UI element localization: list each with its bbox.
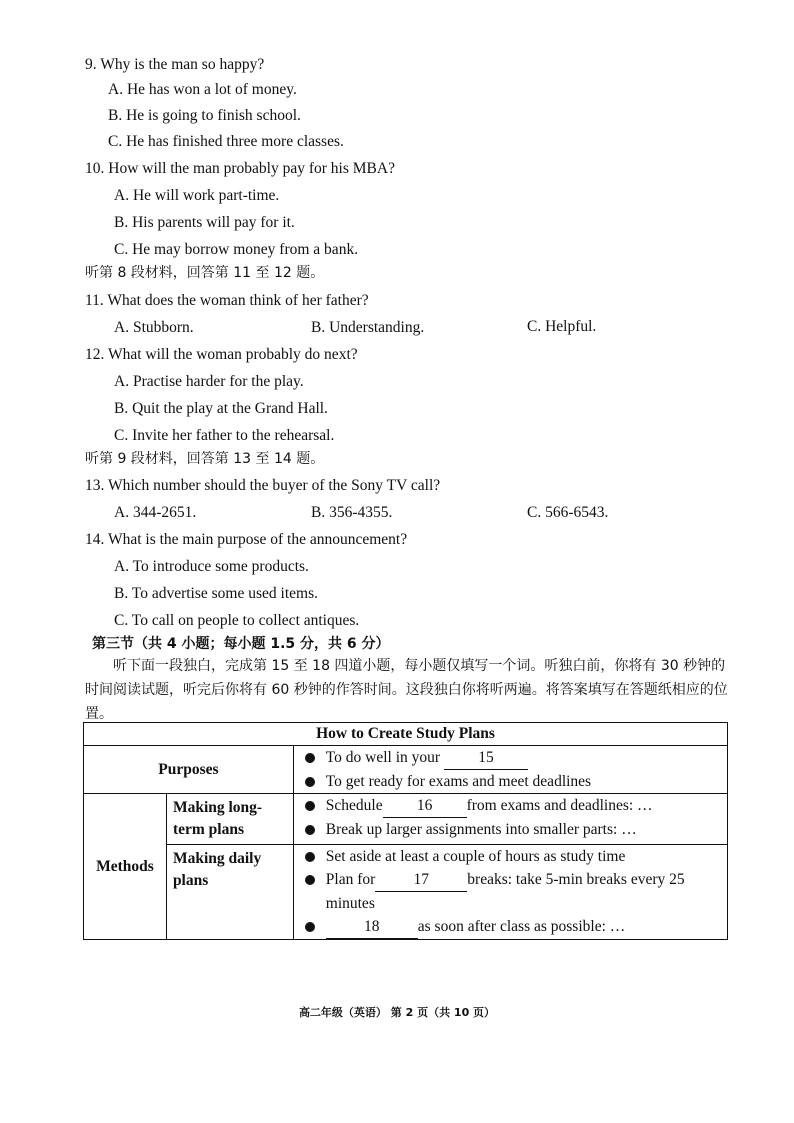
instruction-material-9: 听第 9 段材料，回答第 13 至 14 题。 bbox=[85, 451, 325, 467]
blank-18: 18 bbox=[326, 915, 418, 939]
purpose-item-2: To get ready for exams and meet deadlines bbox=[294, 770, 727, 793]
question-9-stem: 9. Why is the man so happy? bbox=[85, 56, 265, 73]
instruction-material-8: 听第 8 段材料，回答第 11 至 12 题。 bbox=[85, 265, 325, 281]
section-3-instructions: 听下面一段独白，完成第 15 至 18 四道小题，每小题仅填写一个词。听独白前，你将有 30 秒钟的时间阅读试题，听完后你将有 60 秒钟的作答时间。这段独白你将听两遍。将答案填写在答题纸相应的位置。 bbox=[85, 658, 728, 722]
question-14-stem: 14. What is the main purpose of the announcement? bbox=[85, 531, 408, 548]
long-term-1-text: Schedule bbox=[325, 797, 383, 814]
q13-option-a: A. 344-2651. bbox=[114, 504, 197, 521]
q11-option-b: B. Understanding. bbox=[311, 319, 425, 336]
blank-16: 16 bbox=[383, 794, 467, 818]
purpose-item-1 bbox=[294, 746, 727, 770]
q10-option-b: B. His parents will pay for it. bbox=[114, 214, 295, 231]
long-term-1-rest: from exams and deadlines: … bbox=[466, 797, 653, 814]
daily-2-text: Plan for bbox=[325, 871, 376, 888]
q9-option-a: A. He has won a lot of money. bbox=[108, 81, 297, 98]
q13-option-c: C. 566-6543. bbox=[527, 504, 609, 521]
q11-option-c: C. Helpful. bbox=[527, 318, 597, 335]
blank-17: 17 bbox=[375, 868, 467, 892]
q9-option-b: B. He is going to finish school. bbox=[108, 107, 301, 124]
q10-option-a: A. He will work part-time. bbox=[114, 187, 280, 204]
long-term-plans-label: Making long-term plans bbox=[166, 794, 293, 845]
daily-plans-label: Making daily plans bbox=[166, 845, 293, 940]
purposes-label: Purposes bbox=[84, 746, 294, 794]
q10-option-c: C. He may borrow money from a bank. bbox=[114, 241, 359, 258]
methods-label: Methods bbox=[84, 794, 167, 940]
daily-2-rest: breaks: take 5-min breaks every 25 minutes bbox=[325, 871, 685, 912]
blank-15: 15 bbox=[444, 746, 528, 770]
q13-option-b: B. 356-4355. bbox=[311, 504, 393, 521]
study-plan-table bbox=[83, 722, 728, 940]
q12-option-b: B. Quit the play at the Grand Hall. bbox=[114, 400, 328, 417]
long-term-item-2: Break up larger assignments into smaller parts: … bbox=[294, 818, 727, 841]
table-title: How to Create Study Plans bbox=[84, 723, 728, 746]
daily-item-3 bbox=[294, 915, 727, 939]
question-11-stem: 11. What does the woman think of her father? bbox=[85, 292, 369, 309]
q11-option-a: A. Stubborn. bbox=[114, 319, 194, 336]
page-footer: 高二年级（英语） 第 2 页（共 10 页） bbox=[298, 1006, 496, 1019]
q9-option-c: C. He has finished three more classes. bbox=[108, 133, 344, 150]
q12-option-c: C. Invite her father to the rehearsal. bbox=[114, 427, 335, 444]
question-12-stem: 12. What will the woman probably do next? bbox=[85, 346, 358, 363]
daily-item-2 bbox=[294, 868, 727, 915]
q14-option-c: C. To call on people to collect antiques. bbox=[114, 612, 360, 629]
q14-option-a: A. To introduce some products. bbox=[114, 558, 309, 575]
section-3-heading: 第三节（共 4 小题；每小题 1.5 分，共 6 分） bbox=[92, 636, 390, 652]
question-13-stem: 13. Which number should the buyer of the Sony TV call? bbox=[85, 477, 441, 494]
q12-option-a: A. Practise harder for the play. bbox=[114, 373, 304, 390]
q14-option-b: B. To advertise some used items. bbox=[114, 585, 318, 602]
purpose-1-text: To do well in your bbox=[325, 749, 441, 766]
question-10-stem: 10. How will the man probably pay for his MBA? bbox=[85, 160, 395, 177]
daily-3-rest: as soon after class as possible: … bbox=[417, 918, 626, 935]
long-term-item-1 bbox=[294, 794, 727, 818]
daily-item-1: Set aside at least a couple of hours as study time bbox=[294, 845, 727, 868]
